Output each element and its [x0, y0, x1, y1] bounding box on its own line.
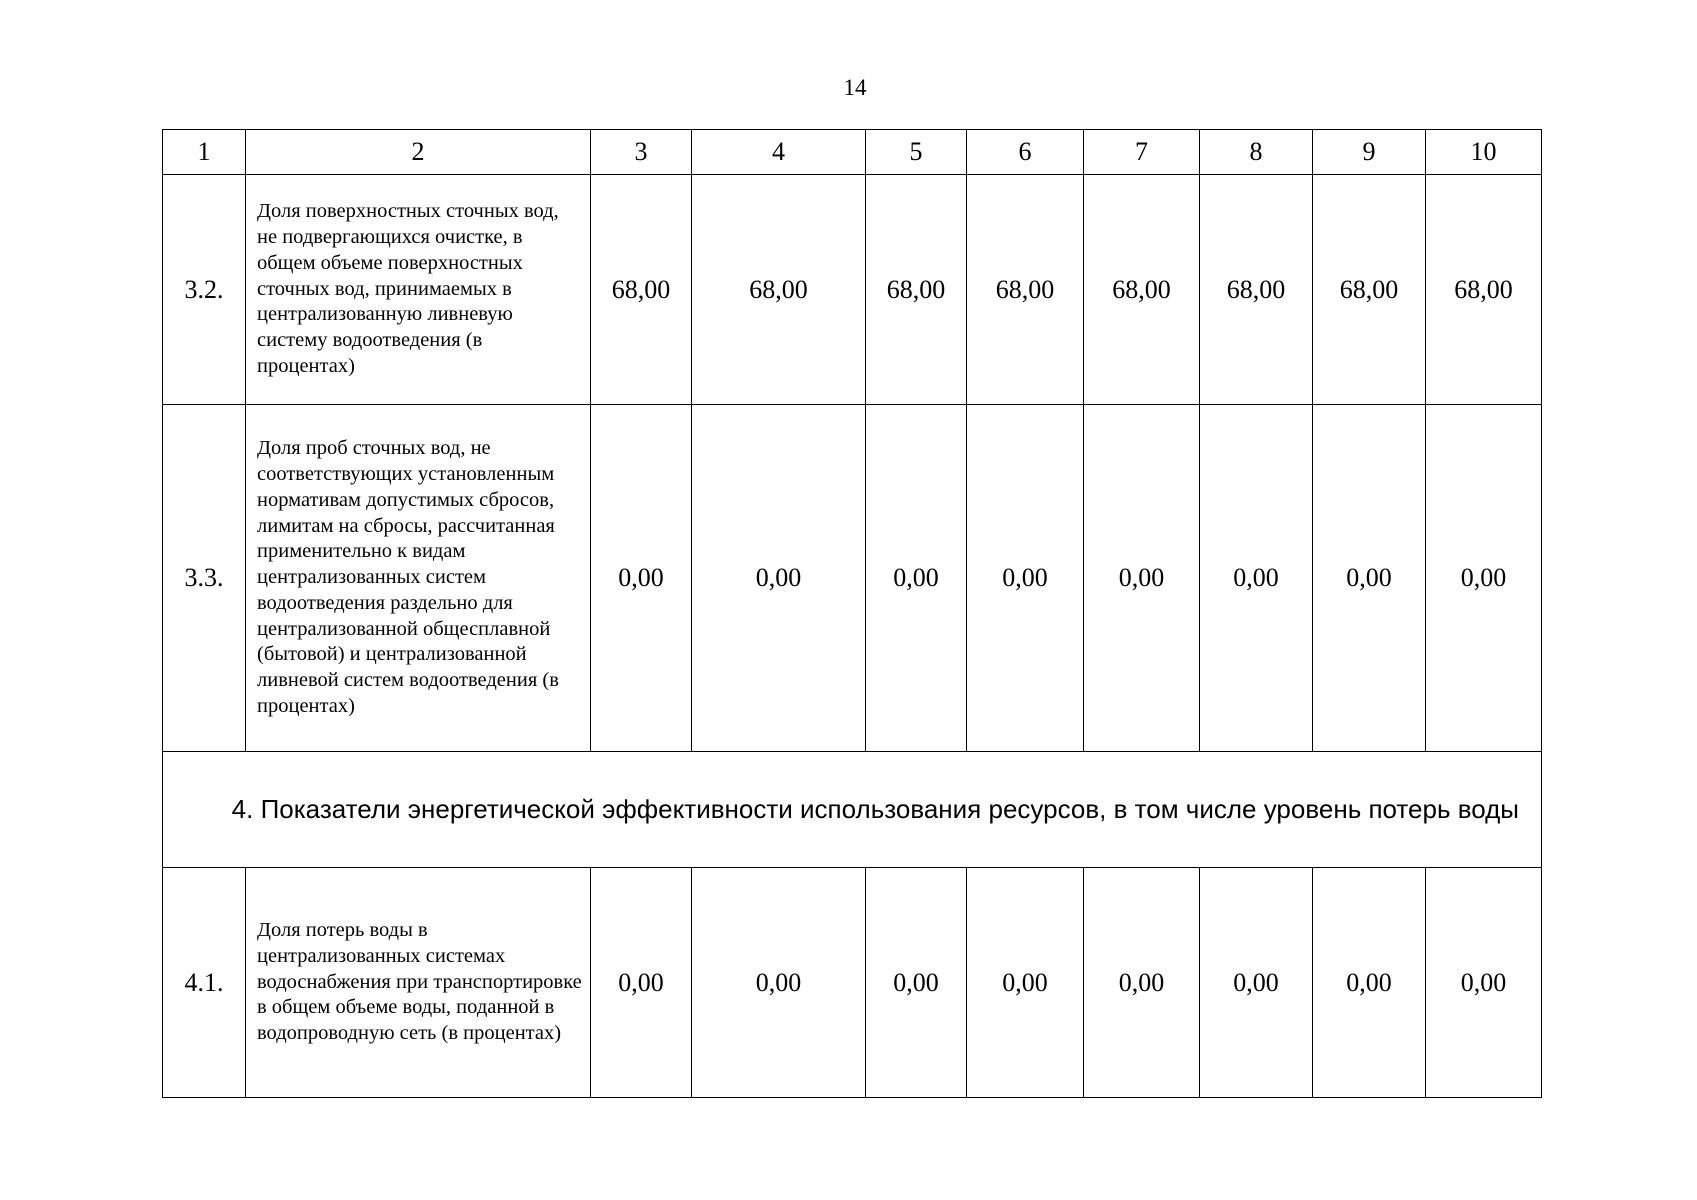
value-cell: 68,00: [967, 175, 1084, 405]
value-cell: 0,00: [1084, 868, 1200, 1098]
header-cell: 4: [692, 130, 866, 175]
indicator-description: Доля проб сточных вод, не соответствующих установленным нормативам допустимых сбросов, лимитам на сбросы, рассчитанная применительно к видам централизованных систем водоотведения раздельно для централизованной общесплавной (бытовой) и централизованной ливневой систем водоотведения (в процентах): [246, 405, 591, 752]
table-row: [163, 175, 1542, 405]
value-cell: 68,00: [692, 175, 866, 405]
indicators-table: [162, 129, 1542, 1098]
table-row: [163, 868, 1542, 1098]
column-number-header-row: [163, 130, 1542, 175]
value-cell: 0,00: [1426, 868, 1542, 1098]
indicator-description: Доля потерь воды в централизованных системах водоснабжения при транспортировке в общем объеме воды, поданной в водопроводную сеть (в процентах): [246, 868, 591, 1098]
value-cell: 68,00: [1426, 175, 1542, 405]
value-cell: 0,00: [866, 405, 967, 752]
value-cell: 0,00: [1200, 868, 1313, 1098]
value-cell: 0,00: [1084, 405, 1200, 752]
value-cell: 68,00: [866, 175, 967, 405]
header-cell: 1: [163, 130, 246, 175]
header-cell: 9: [1313, 130, 1426, 175]
header-cell: 8: [1200, 130, 1313, 175]
value-cell: 68,00: [1313, 175, 1426, 405]
value-cell: 0,00: [967, 868, 1084, 1098]
indicator-description: Доля поверхностных сточных вод, не подвергающихся очистке, в общем объеме поверхностных сточных вод, принимаемых в централизованную ливневую систему водоотведения (в процентах): [246, 175, 591, 405]
value-cell: 0,00: [967, 405, 1084, 752]
value-cell: 0,00: [692, 405, 866, 752]
row-number: 3.3.: [163, 405, 246, 752]
section-heading-row: [163, 752, 1542, 868]
value-cell: 0,00: [866, 868, 967, 1098]
value-cell: 0,00: [1200, 405, 1313, 752]
value-cell: 68,00: [1084, 175, 1200, 405]
header-cell: 10: [1426, 130, 1542, 175]
value-cell: 0,00: [1426, 405, 1542, 752]
header-cell: 5: [866, 130, 967, 175]
header-cell: 7: [1084, 130, 1200, 175]
header-cell: 6: [967, 130, 1084, 175]
value-cell: 0,00: [1313, 868, 1426, 1098]
table-row: [163, 405, 1542, 752]
row-number: 4.1.: [163, 868, 246, 1098]
value-cell: 0,00: [591, 868, 692, 1098]
value-cell: 68,00: [591, 175, 692, 405]
value-cell: 68,00: [1200, 175, 1313, 405]
value-cell: 0,00: [692, 868, 866, 1098]
page-number: 14: [843, 75, 867, 100]
header-cell: 2: [246, 130, 591, 175]
header-cell: 3: [591, 130, 692, 175]
section-heading: 4. Показатели энергетической эффективности использования ресурсов, в том числе уровень потерь воды: [163, 752, 1542, 868]
row-number: 3.2.: [163, 175, 246, 405]
value-cell: 0,00: [591, 405, 692, 752]
value-cell: 0,00: [1313, 405, 1426, 752]
